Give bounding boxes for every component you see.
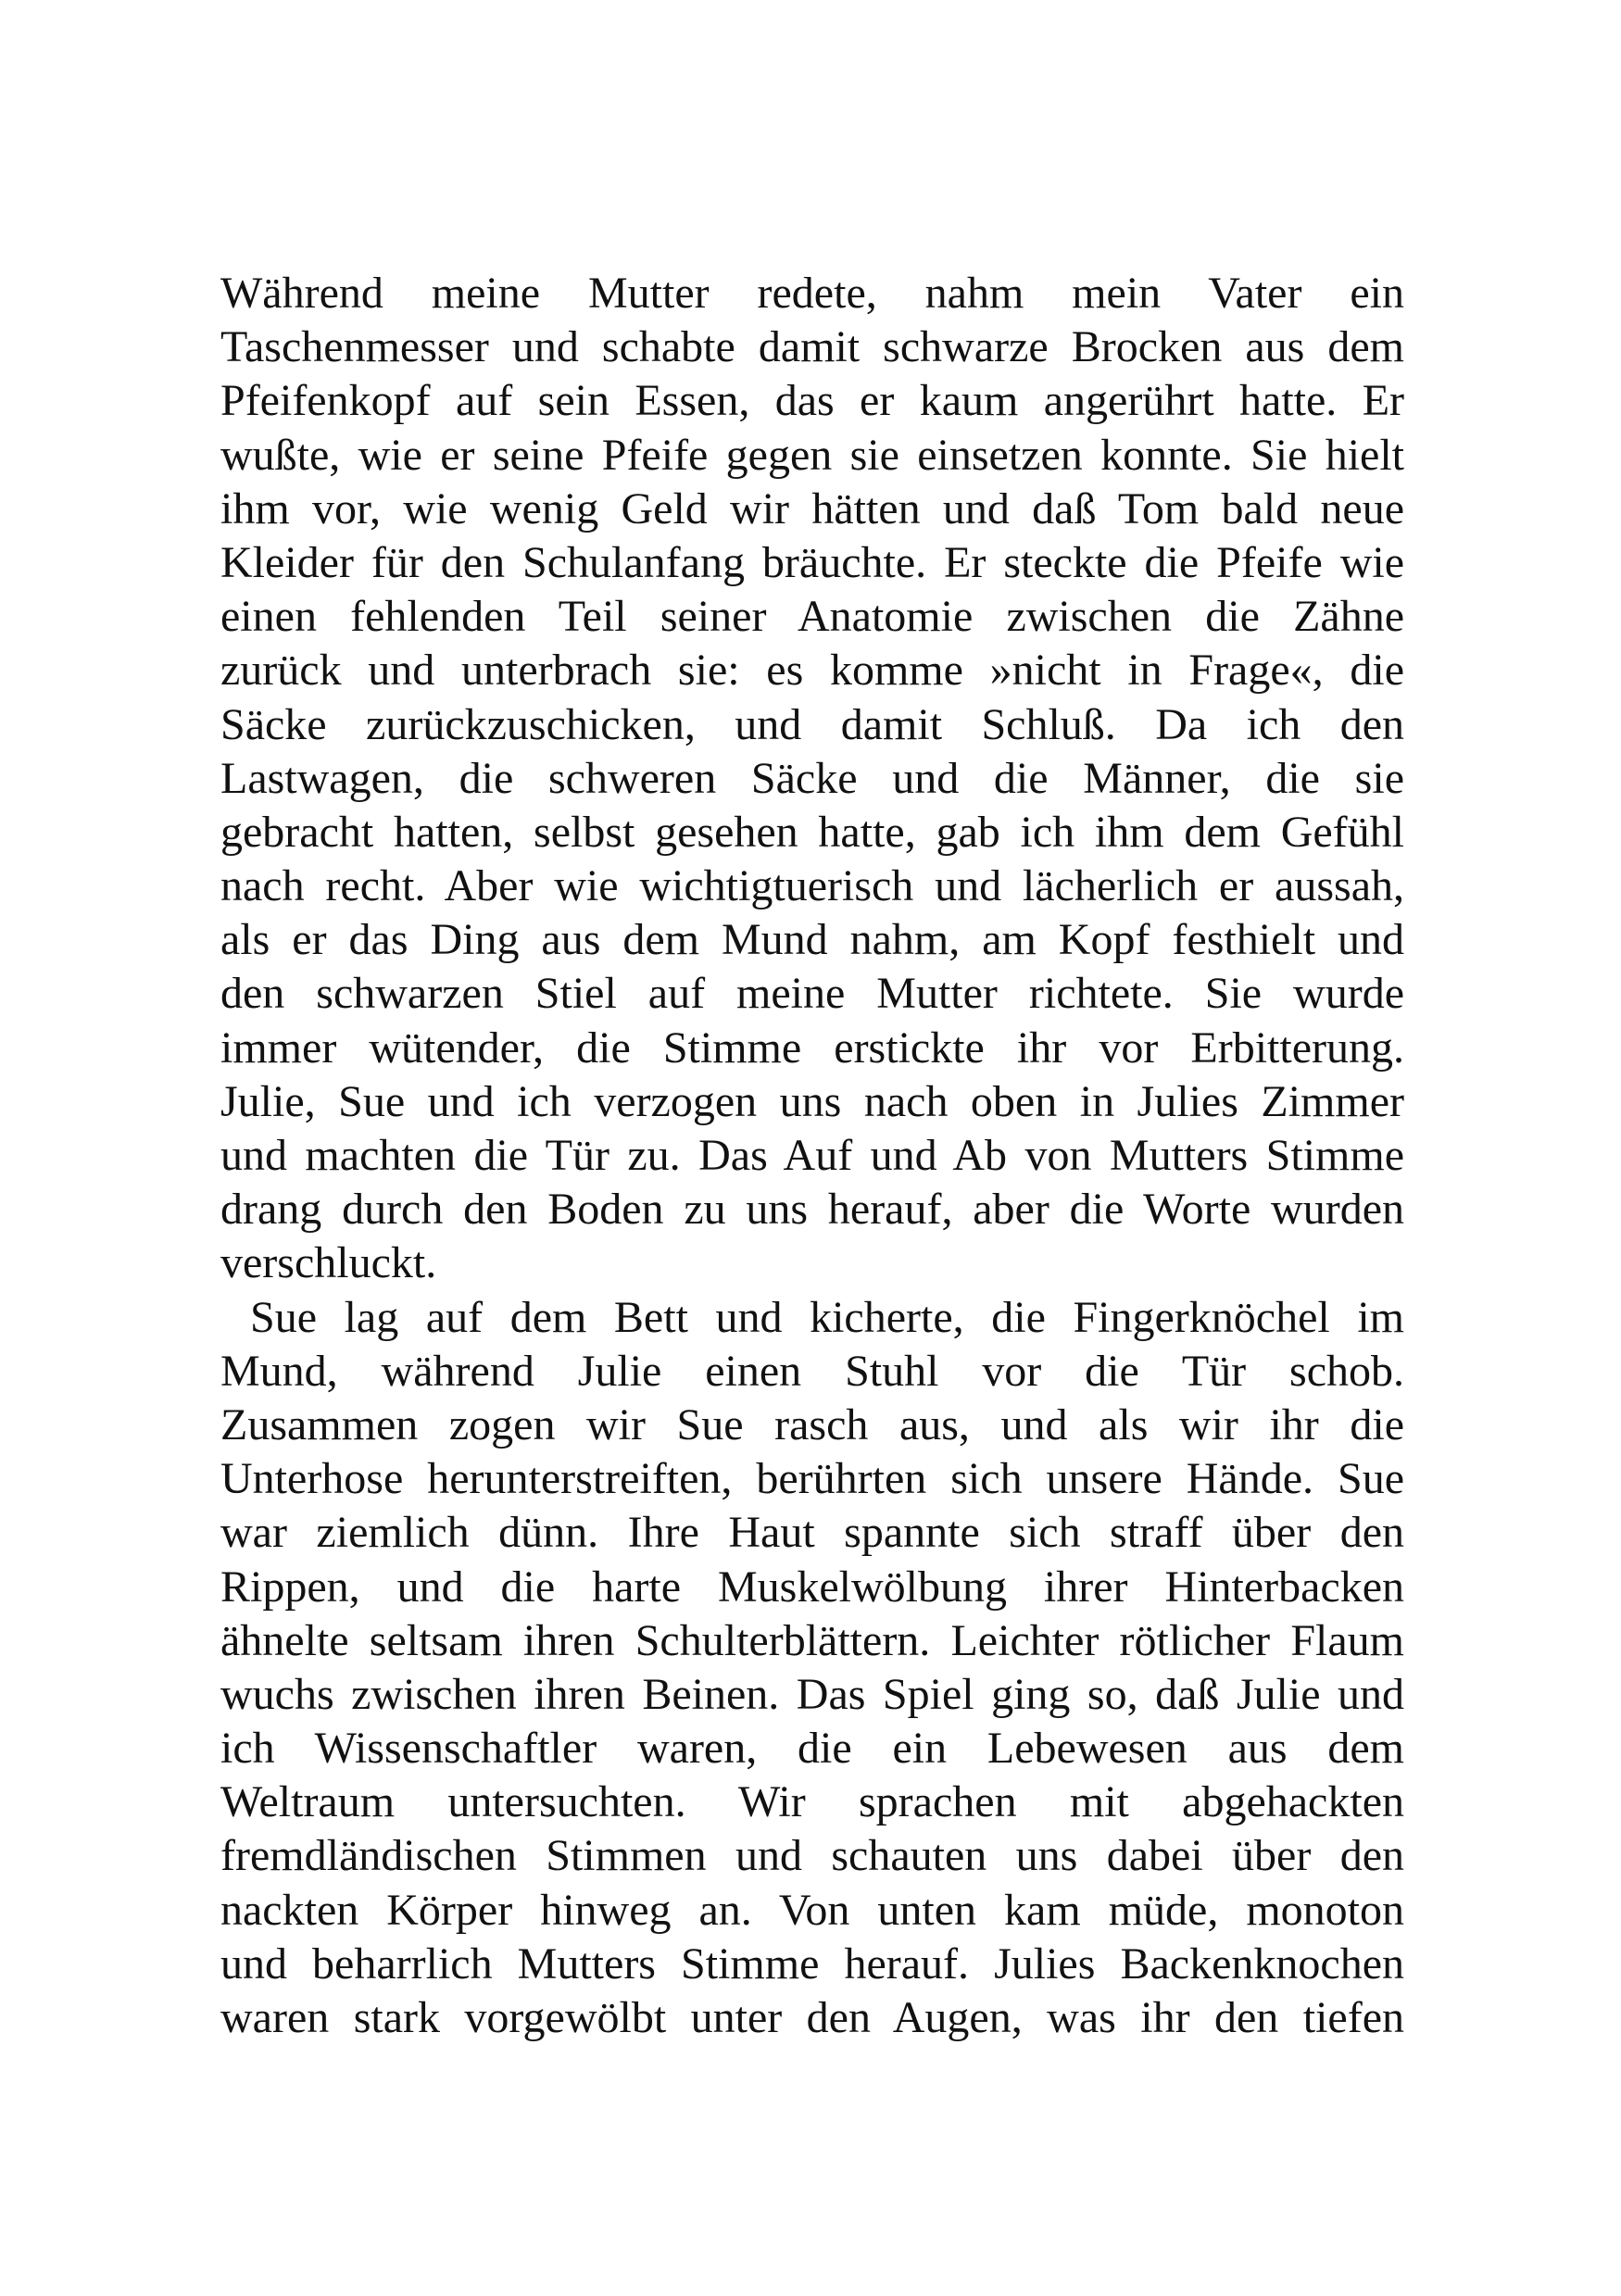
text-line: einen fehlenden Teil seiner Anatomie zwischen die Zähne	[220, 592, 1404, 642]
text-line: Während meine Mutter redete, nahm mein Vater ein	[220, 269, 1404, 318]
text-line: nach recht. Aber wie wichtigtuerisch und lächerlich er aussah,	[220, 861, 1404, 911]
text-line: immer wütender, die Stimme erstickte ihr vor Erbitterung.	[220, 1023, 1404, 1073]
text-line: ich Wissenschaftler waren, die ein Lebewesen aus dem	[220, 1724, 1404, 1774]
text-line: und beharrlich Mutters Stimme herauf. Julies Backenknochen	[220, 1938, 1404, 1989]
text-line: Lastwagen, die schweren Säcke und die Männer, die sie	[220, 753, 1404, 803]
text-line: Unterhose herunterstreiften, berührten sich unsere Hände. Sue	[220, 1454, 1404, 1504]
text-line: waren stark vorgewölbt unter den Augen, was ihr den tiefen	[220, 1993, 1404, 2042]
paragraph-end-line: verschluckt.	[220, 1238, 437, 1288]
text-line: Pfeifenkopf auf sein Essen, das er kaum angerührt hatte. Er	[220, 376, 1404, 426]
paragraph-start-line: Sue lag auf dem Bett und kicherte, die Fingerknöchel im	[250, 1292, 1404, 1342]
text-line: drang durch den Boden zu uns herauf, aber die Worte wurden	[220, 1185, 1404, 1235]
text-line: zurück und unterbrach sie: es komme »nicht in Frage«, die	[220, 646, 1404, 696]
text-line: wußte, wie er seine Pfeife gegen sie einsetzen konnte. Sie hielt	[220, 430, 1404, 480]
text-line: war ziemlich dünn. Ihre Haut spannte sich straff über den	[220, 1508, 1404, 1558]
text-line: gebracht hatten, selbst gesehen hatte, gab ich ihm dem Gefühl	[220, 807, 1404, 857]
text-line: Kleider für den Schulanfang bräuchte. Er steckte die Pfeife wie	[220, 537, 1404, 587]
text-line: Rippen, und die harte Muskelwölbung ihrer Hinterbacken	[220, 1562, 1404, 1612]
body-text	[220, 267, 1404, 2045]
text-line: fremdländischen Stimmen und schauten uns dabei über den	[220, 1831, 1404, 1881]
text-line: Mund, während Julie einen Stuhl vor die Tür schob.	[220, 1346, 1404, 1396]
text-line: Zusammen zogen wir Sue rasch aus, und als wir ihr die	[220, 1399, 1404, 1449]
text-line: ähnelte seltsam ihren Schulterblättern. Leichter rötlicher Flaum	[220, 1615, 1404, 1665]
text-line: als er das Ding aus dem Mund nahm, am Kopf festhielt und	[220, 915, 1404, 965]
text-line: nackten Körper hinweg an. Von unten kam müde, monoton	[220, 1885, 1404, 1935]
text-line: Julie, Sue und ich verzogen uns nach oben in Julies Zimmer	[220, 1076, 1404, 1126]
text-line: Taschenmesser und schabte damit schwarze Brocken aus dem	[220, 322, 1404, 372]
text-line: und machten die Tür zu. Das Auf und Ab von Mutters Stimme	[220, 1131, 1404, 1180]
text-line: wuchs zwischen ihren Beinen. Das Spiel ging so, daß Julie und	[220, 1669, 1404, 1719]
text-line: den schwarzen Stiel auf meine Mutter richtete. Sie wurde	[220, 969, 1404, 1019]
text-line: Weltraum untersuchten. Wir sprachen mit abgehackten	[220, 1777, 1404, 1827]
text-line: ihm vor, wie wenig Geld wir hätten und daß Tom bald neue	[220, 483, 1404, 533]
text-line: Säcke zurückzuschicken, und damit Schluß. Da ich den	[220, 699, 1404, 749]
